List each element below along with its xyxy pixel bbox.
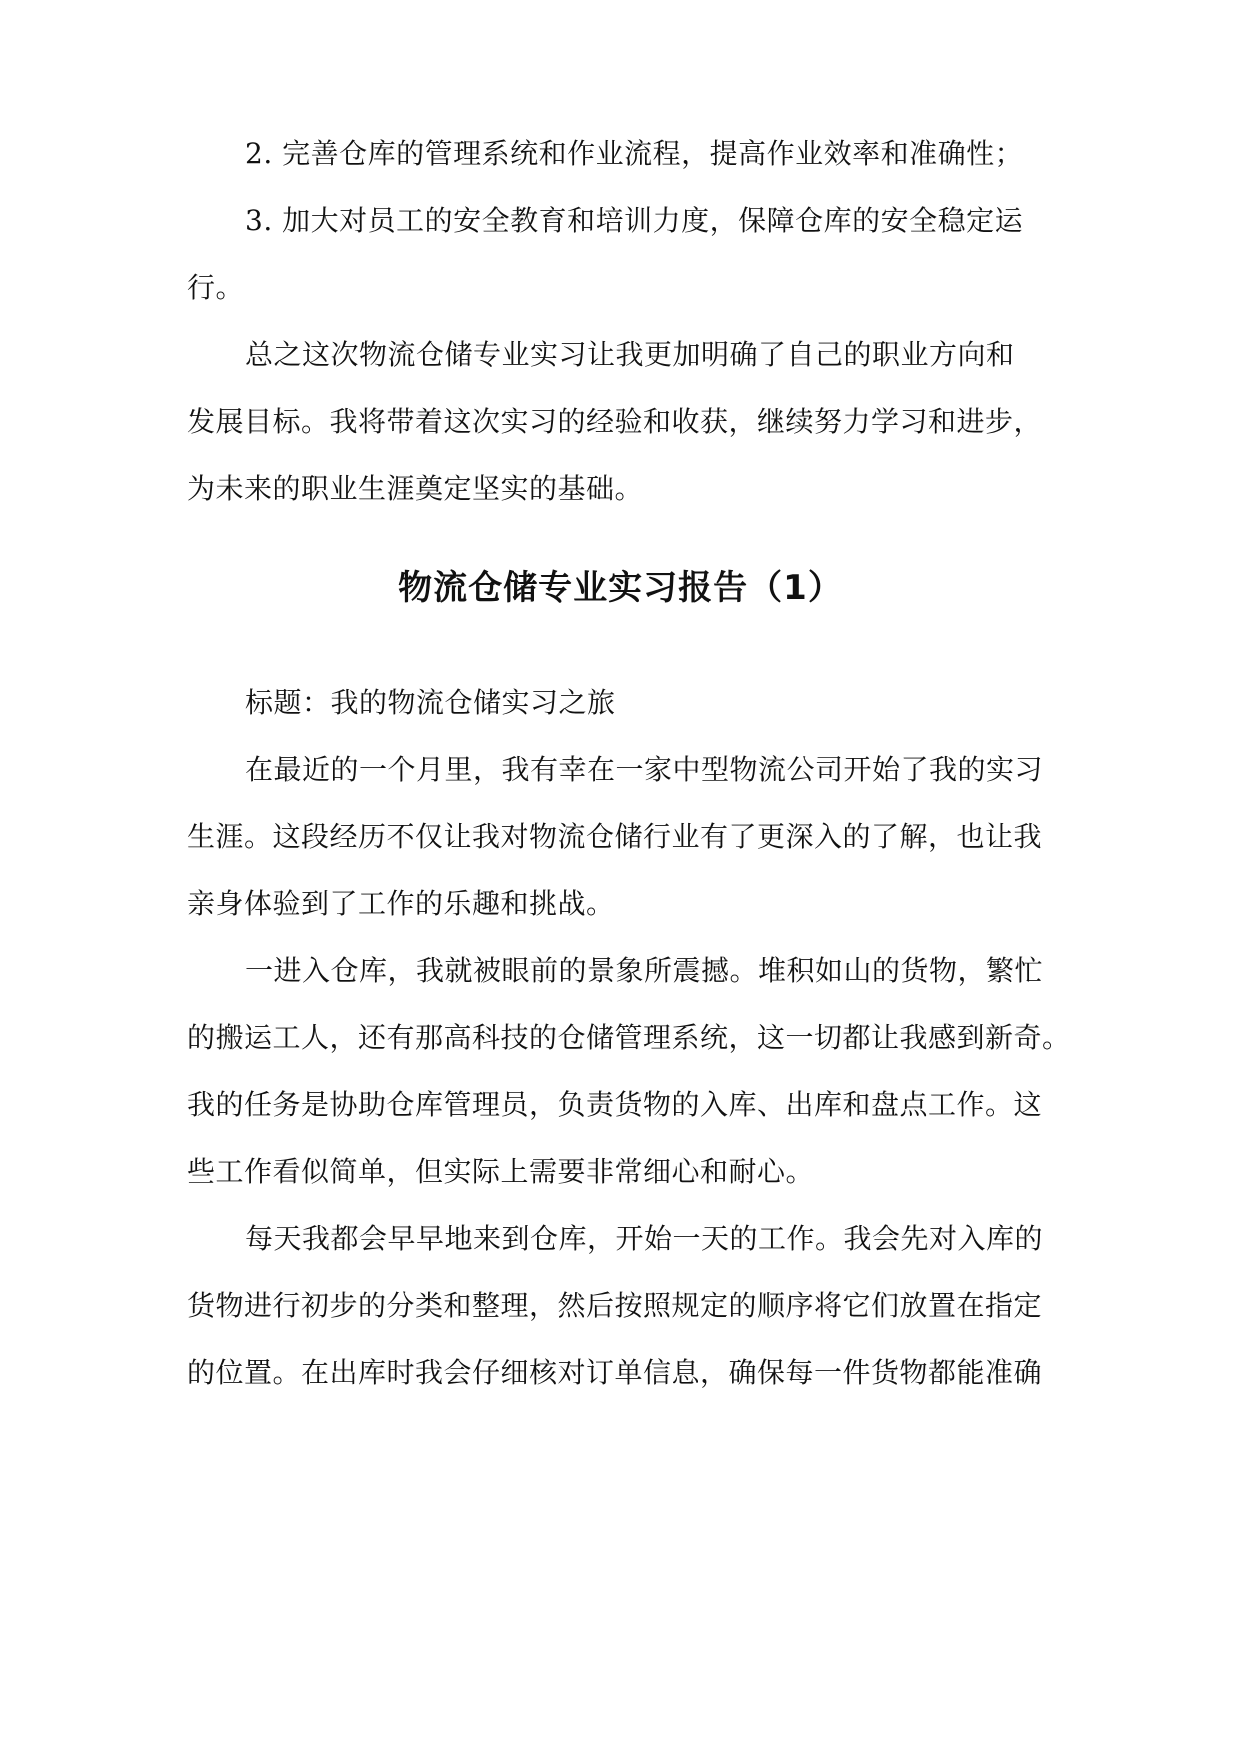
list-item-3-line-1: 3. 加大对员工的安全教育和培训力度，保障仓库的安全稳定运: [245, 204, 1024, 237]
conclusion-line-1: 总之这次物流仓储专业实习让我更加明确了自己的职业方向和: [245, 338, 1015, 371]
list-item-2: 2. 完善仓库的管理系统和作业流程，提高作业效率和准确性；: [245, 137, 1024, 170]
paragraph-3-line-1: 每天我都会早早地来到仓库，开始一天的工作。我会先对入库的: [245, 1222, 1044, 1255]
paragraph-3-line-3: 的位置。在出库时我会仔细核对订单信息，确保每一件货物都能准确: [187, 1356, 1043, 1389]
paragraph-1-line-1: 在最近的一个月里，我有幸在一家中型物流公司开始了我的实习: [245, 753, 1044, 786]
report-subtitle: 标题：我的物流仓储实习之旅: [245, 686, 616, 719]
report-title: 物流仓储专业实习报告（1）: [398, 568, 843, 608]
paragraph-2-line-2: 的搬运工人，还有那高科技的仓储管理系统，这一切都让我感到新奇。: [187, 1021, 1071, 1054]
paragraph-1-line-2: 生涯。这段经历不仅让我对物流仓储行业有了更深入的了解，也让我: [187, 820, 1043, 853]
conclusion-line-3: 为未来的职业生涯奠定坚实的基础。: [187, 472, 644, 505]
list-item-3-line-2: 行。: [187, 271, 245, 304]
paragraph-3-line-2: 货物进行初步的分类和整理，然后按照规定的顺序将它们放置在指定: [187, 1289, 1043, 1322]
conclusion-line-2: 发展目标。我将带着这次实习的经验和收获，继续努力学习和进步，: [187, 405, 1043, 438]
paragraph-2-line-3: 我的任务是协助仓库管理员，负责货物的入库、出库和盘点工作。这: [187, 1088, 1043, 1121]
paragraph-2-line-1: 一进入仓库，我就被眼前的景象所震撼。堆积如山的货物，繁忙: [245, 954, 1044, 987]
paragraph-2-line-4: 些工作看似简单，但实际上需要非常细心和耐心。: [187, 1155, 815, 1188]
paragraph-1-line-3: 亲身体验到了工作的乐趣和挑战。: [187, 887, 615, 920]
